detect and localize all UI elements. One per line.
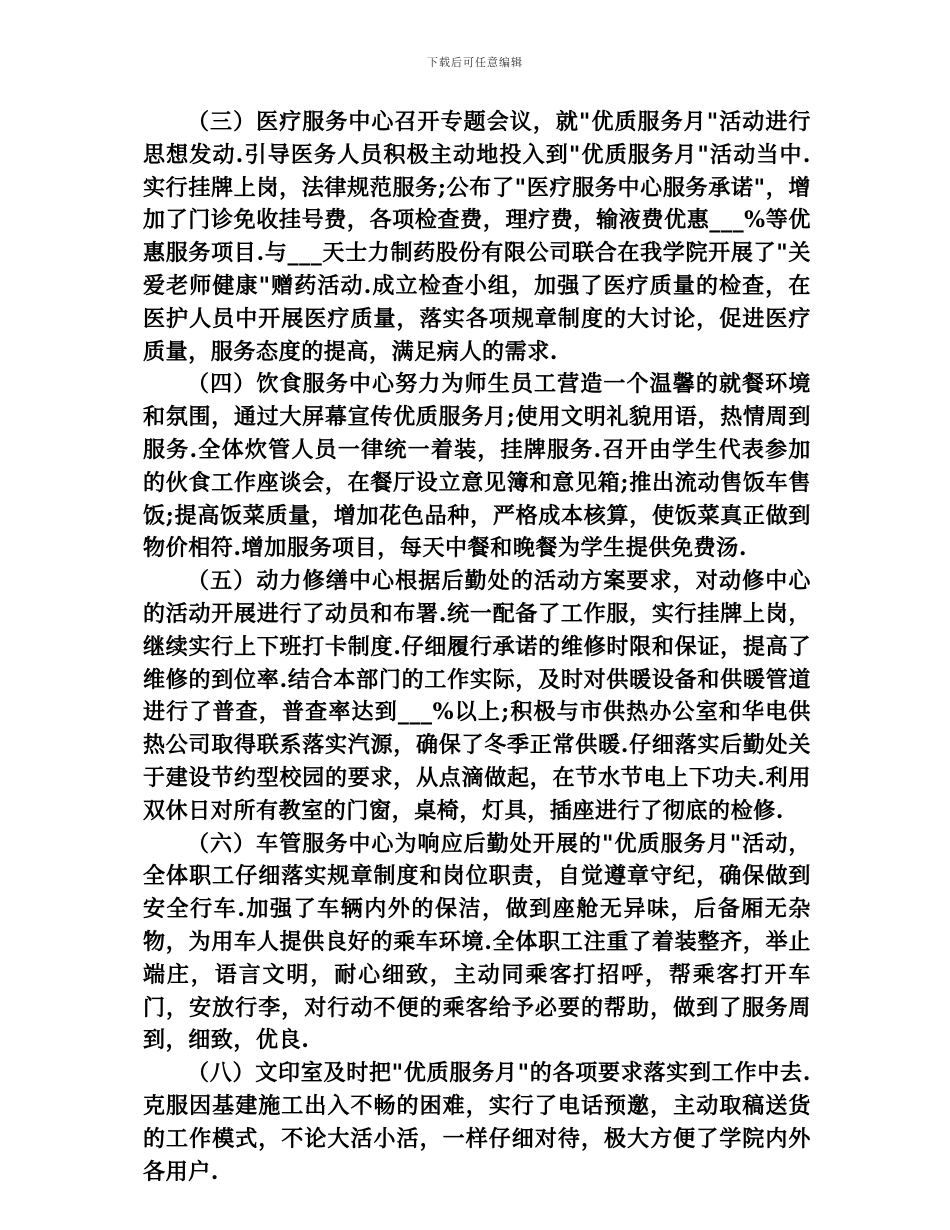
paragraph-power-repair: （五）动力修缮中心根据后勤处的活动方案要求，对动修中心的活动开展进行了动员和布署.统一配备了工作服，实行挂牌上岗，继续实行上下班打卡制度.仔细履行承诺的维修时限和保证，提高了维修的到位率.结合本部门的工作实际，及时对供暖设备和供暖管道进行了普查，普查率达到___%以上;积极与市供热办公室和华电供热公司取得联系落实汽源，确保了冬季正常供暖.仔细落实后勤处关于建设节约型校园的要求，从点滴做起，在节水节电上下功夫.利用双休日对所有教室的门窗，桌椅，灯具，插座进行了彻底的检修. — [143, 568, 811, 824]
page-header-note: 下载后可任意编辑 — [427, 56, 523, 69]
paragraph-medical-service: （三）医疗服务中心召开专题会议，就"优质服务月"活动进行思想发动.引导医务人员积极主动地投入到"优质服务月"活动当中.实行挂牌上岗，法律规范服务;公布了"医疗服务中心服务承诺"，增加了门诊免收挂号费，各项检查费，理疗费，输液费优惠___%等优惠服务项目.与___天士力制药股份有限公司联合在我学院开展了"关爱老师健康"赠药活动.成立检查小组，加强了医疗质量的检查，在医护人员中开展医疗质量，落实各项规章制度的大讨论，促进医疗质量，服务态度的提高，满足病人的需求. — [143, 109, 811, 365]
paragraph-print-room: （八）文印室及时把"优质服务月"的各项要求落实到工作中去.克服因基建施工出入不畅的困难，实行了电话预邀，主动取稿送货的工作模式，不论大活小活，一样仔细对待，极大方便了学院内外各用户. — [143, 1060, 811, 1185]
paragraph-vehicle-service: （六）车管服务中心为响应后勤处开展的"优质服务月"活动，全体职工仔细落实规章制度和岗位职责，自觉遵章守纪，确保做到安全行车.加强了车辆内外的保洁，做到座舱无异味，后备厢无杂物，为用车人提供良好的乘车环境.全体职工注重了着装整齐，举止端庄，语言文明，耐心细致，主动同乘客打招呼，帮乘客打开车门，安放行李，对行动不便的乘客给予必要的帮助，做到了服务周到，细致，优良. — [143, 830, 811, 1054]
paragraph-catering-service: （四）饮食服务中心努力为师生员工营造一个温馨的就餐环境和氛围，通过大屏幕宣传优质服务月;使用文明礼貌用语，热情周到服务.全体炊管人员一律统一着装，挂牌服务.召开由学生代表参加的伙食工作座谈会，在餐厅设立意见簿和意见箱;推出流动售饭车售饭;提高饭菜质量，增加花色品种，严格成本核算，使饭菜真正做到物价相符.增加服务项目，每天中餐和晚餐为学生提供免费汤. — [143, 371, 811, 562]
document-body — [143, 106, 811, 1188]
